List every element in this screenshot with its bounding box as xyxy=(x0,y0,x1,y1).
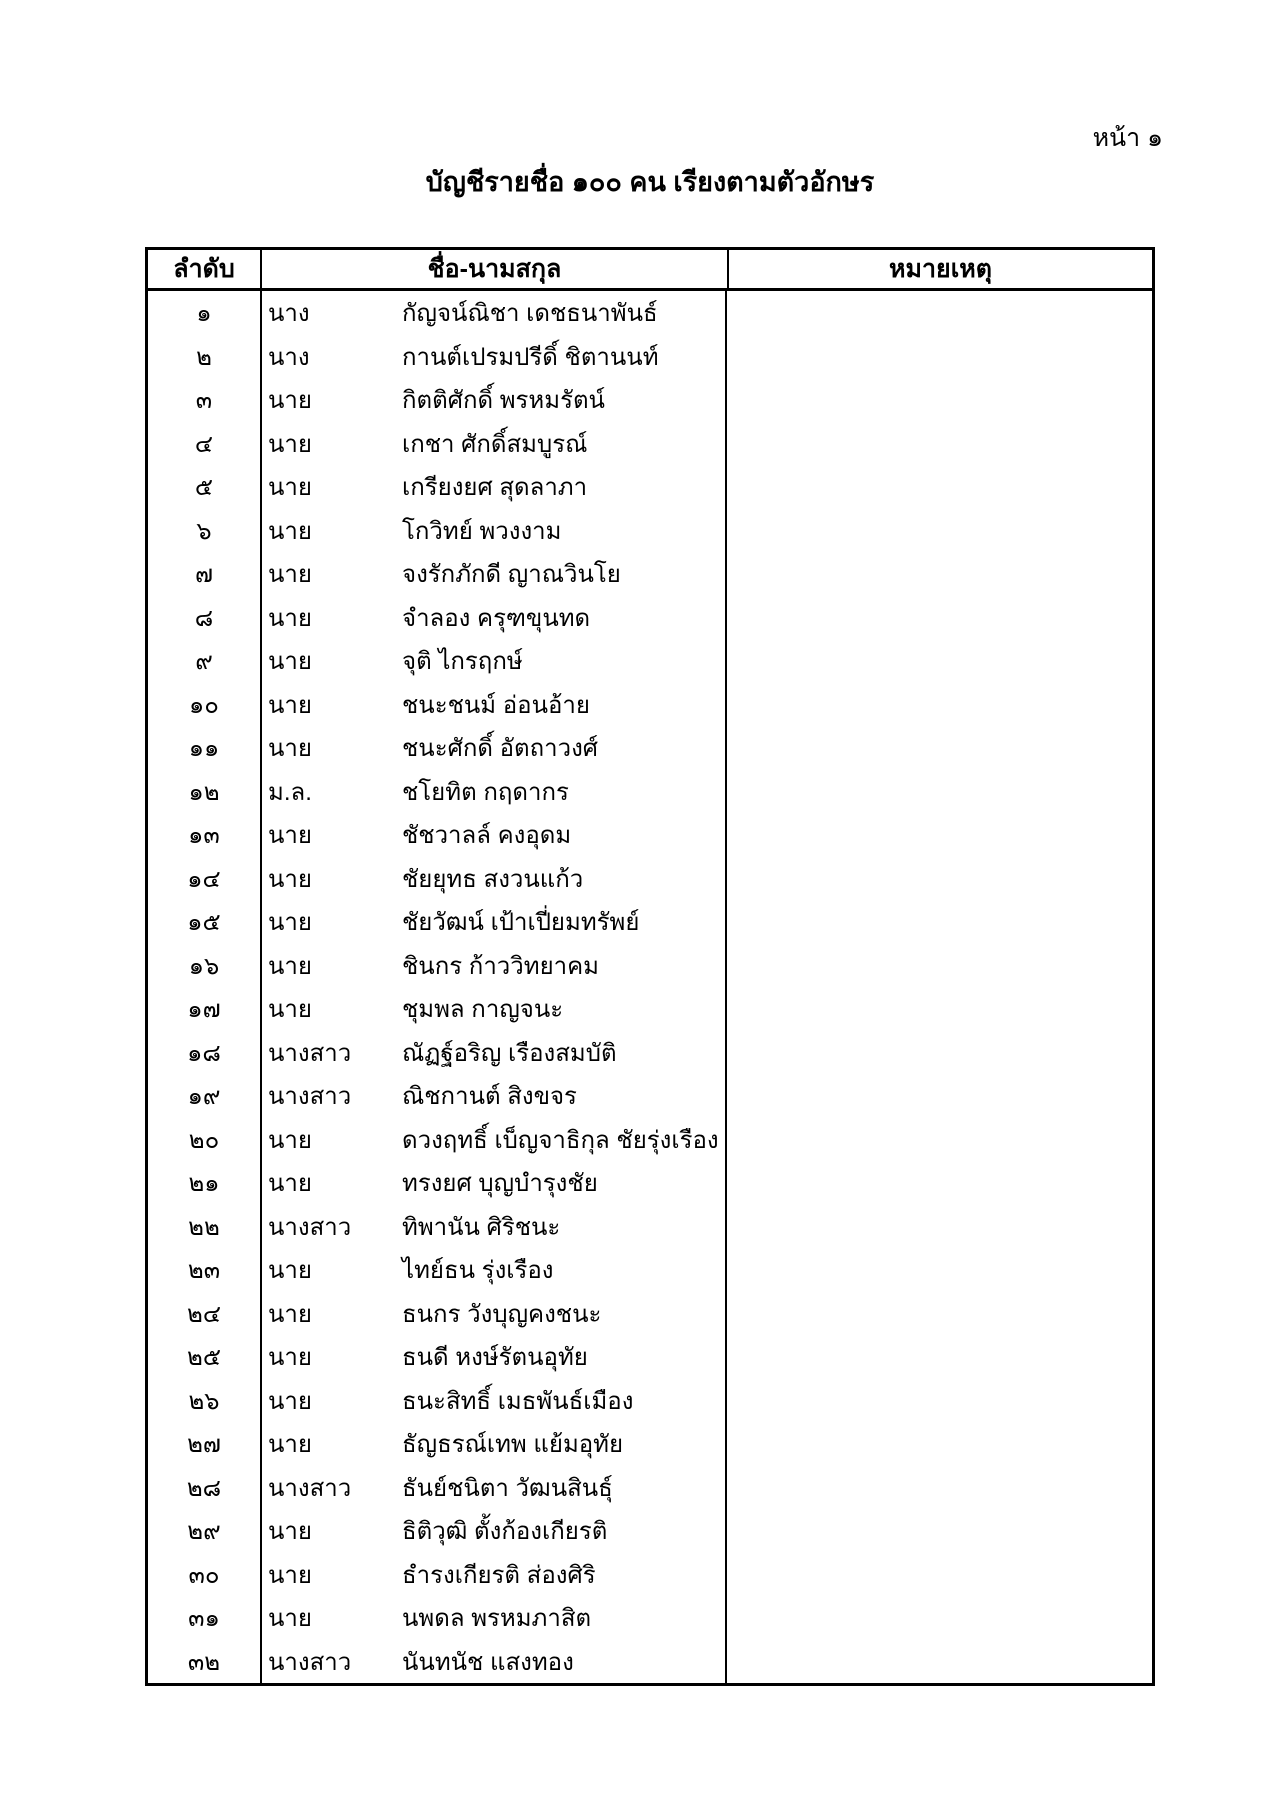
table-row xyxy=(148,770,1152,814)
full-name: ชนะชนม์ อ่อนอ้าย xyxy=(402,691,590,719)
cell-index: ๑๖ xyxy=(148,944,262,988)
table-row xyxy=(148,1553,1152,1597)
cell-index: ๑๑ xyxy=(148,726,262,770)
full-name: ธนดี หงษ์รัตนอุทัย xyxy=(402,1344,588,1372)
table-row xyxy=(148,1248,1152,1292)
full-name: กัญจน์ณิชา เดชธนาพันธ์ xyxy=(402,300,658,328)
cell-name xyxy=(262,1292,727,1336)
table-row xyxy=(148,1205,1152,1249)
full-name: ธนกร วังบุญคงชนะ xyxy=(402,1300,602,1328)
full-name: ชัชวาลล์ คงอุดม xyxy=(402,822,572,850)
cell-remark xyxy=(727,1553,1152,1597)
name-prefix: นาย xyxy=(268,909,312,937)
full-name: ธำรงเกียรติ ส่องศิริ xyxy=(402,1561,596,1589)
table-row xyxy=(148,944,1152,988)
table-row xyxy=(148,509,1152,553)
table-row xyxy=(148,1422,1152,1466)
cell-index: ๓๐ xyxy=(148,1553,262,1597)
cell-remark xyxy=(727,1466,1152,1510)
name-prefix: นาย xyxy=(268,996,312,1024)
name-prefix: นาย xyxy=(268,691,312,719)
cell-remark xyxy=(727,944,1152,988)
cell-name xyxy=(262,335,727,379)
cell-name xyxy=(262,596,727,640)
name-prefix: นาย xyxy=(268,1561,312,1589)
cell-name xyxy=(262,552,727,596)
cell-remark xyxy=(727,1118,1152,1162)
cell-name xyxy=(262,1074,727,1118)
table-row xyxy=(148,1466,1152,1510)
name-prefix: นาย xyxy=(268,1170,312,1198)
cell-remark xyxy=(727,1031,1152,1075)
cell-remark xyxy=(727,291,1152,335)
cell-name xyxy=(262,1161,727,1205)
cell-index: ๒๖ xyxy=(148,1379,262,1423)
cell-remark xyxy=(727,900,1152,944)
cell-name xyxy=(262,857,727,901)
full-name: ทิพานัน ศิริชนะ xyxy=(402,1213,561,1241)
full-name: นพดล พรหมภาสิต xyxy=(402,1605,592,1633)
table-row xyxy=(148,465,1152,509)
cell-remark xyxy=(727,1292,1152,1336)
table-row xyxy=(148,422,1152,466)
full-name: กิตติศักดิ์ พรหมรัตน์ xyxy=(402,387,605,415)
cell-index: ๑๕ xyxy=(148,900,262,944)
name-prefix: ม.ล. xyxy=(268,778,312,806)
cell-index: ๒ xyxy=(148,335,262,379)
cell-index: ๙ xyxy=(148,639,262,683)
cell-remark xyxy=(727,639,1152,683)
cell-name xyxy=(262,1509,727,1553)
full-name: ทรงยศ บุญบำรุงชัย xyxy=(402,1170,598,1198)
full-name: นันทนัช แสงทอง xyxy=(402,1648,574,1676)
cell-index: ๓๑ xyxy=(148,1596,262,1640)
full-name: ชุมพล กาญจนะ xyxy=(402,996,564,1024)
table-row xyxy=(148,639,1152,683)
table-row xyxy=(148,335,1152,379)
document-title: บัญชีรายชื่อ ๑๐๐ คน เรียงตามตัวอักษร xyxy=(425,167,875,197)
cell-remark xyxy=(727,1161,1152,1205)
name-prefix: นาย xyxy=(268,1257,312,1285)
cell-name xyxy=(262,987,727,1031)
cell-name xyxy=(262,1118,727,1162)
table-row xyxy=(148,1596,1152,1640)
cell-index: ๑๓ xyxy=(148,813,262,857)
cell-remark xyxy=(727,1074,1152,1118)
cell-index: ๑๔ xyxy=(148,857,262,901)
cell-name xyxy=(262,726,727,770)
table-row xyxy=(148,987,1152,1031)
cell-name xyxy=(262,422,727,466)
table-row xyxy=(148,1509,1152,1553)
cell-index: ๗ xyxy=(148,552,262,596)
cell-remark xyxy=(727,770,1152,814)
cell-name xyxy=(262,639,727,683)
column-header-name: ชื่อ-นามสกุล xyxy=(427,255,562,283)
name-prefix: นางสาว xyxy=(268,1039,352,1067)
name-prefix: นาย xyxy=(268,1605,312,1633)
cell-remark xyxy=(727,1379,1152,1423)
cell-remark xyxy=(727,552,1152,596)
cell-name xyxy=(262,944,727,988)
name-prefix: นาย xyxy=(268,1300,312,1328)
full-name: โกวิทย์ พวงงาม xyxy=(402,517,562,545)
cell-index: ๒๔ xyxy=(148,1292,262,1336)
cell-index: ๑๘ xyxy=(148,1031,262,1075)
table-header-row xyxy=(148,250,1152,291)
full-name: ณัฏฐ์อริญ เรืองสมบัติ xyxy=(402,1039,617,1067)
full-name: ณิชกานต์ สิงขจร xyxy=(402,1083,577,1111)
table-row xyxy=(148,552,1152,596)
cell-index: ๒๒ xyxy=(148,1205,262,1249)
name-prefix: นาย xyxy=(268,430,312,458)
cell-remark xyxy=(727,1596,1152,1640)
cell-name xyxy=(262,1031,727,1075)
name-prefix: นางสาว xyxy=(268,1083,352,1111)
full-name: ชัยยุทธ สงวนแก้ว xyxy=(402,865,584,893)
full-name: จำลอง ครุฑขุนทด xyxy=(402,604,591,632)
cell-remark xyxy=(727,857,1152,901)
table-row xyxy=(148,1379,1152,1423)
cell-remark xyxy=(727,509,1152,553)
name-prefix: นาย xyxy=(268,735,312,763)
cell-name xyxy=(262,291,727,335)
full-name: ธันย์ชนิตา วัฒนสินธุ์ xyxy=(402,1474,613,1502)
cell-index: ๒๕ xyxy=(148,1335,262,1379)
name-prefix: นาย xyxy=(268,865,312,893)
table-body xyxy=(148,291,1152,1683)
name-prefix: นาง xyxy=(268,343,310,371)
cell-name xyxy=(262,683,727,727)
name-prefix: นาย xyxy=(268,1126,312,1154)
name-prefix: นาย xyxy=(268,604,312,632)
table-row xyxy=(148,813,1152,857)
full-name: ชนะศักดิ์ อัตถาวงศ์ xyxy=(402,735,599,763)
name-prefix: นางสาว xyxy=(268,1648,352,1676)
cell-index: ๒๗ xyxy=(148,1422,262,1466)
cell-name xyxy=(262,1248,727,1292)
name-prefix: นาง xyxy=(268,300,310,328)
cell-name xyxy=(262,465,727,509)
cell-name xyxy=(262,1379,727,1423)
table-row xyxy=(148,1118,1152,1162)
name-prefix: นาย xyxy=(268,1387,312,1415)
cell-index: ๘ xyxy=(148,596,262,640)
table-row xyxy=(148,1074,1152,1118)
cell-remark xyxy=(727,1422,1152,1466)
full-name: ดวงฤทธิ์ เบ็ญจาธิกุล ชัยรุ่งเรือง xyxy=(402,1126,719,1154)
cell-name xyxy=(262,1596,727,1640)
name-prefix: นาย xyxy=(268,387,312,415)
full-name: จุติ ไกรฤกษ์ xyxy=(402,648,523,676)
full-name: ไทย์ธน รุ่งเรือง xyxy=(402,1257,554,1285)
page-number: หน้า ๑ xyxy=(1092,124,1163,152)
name-prefix: นางสาว xyxy=(268,1213,352,1241)
full-name: ธิติวุฒิ ตั้งก้องเกียรติ xyxy=(402,1518,608,1546)
name-prefix: นาย xyxy=(268,648,312,676)
cell-index: ๒๐ xyxy=(148,1118,262,1162)
cell-name xyxy=(262,1466,727,1510)
cell-remark xyxy=(727,335,1152,379)
name-prefix: นาย xyxy=(268,1518,312,1546)
name-prefix: นาย xyxy=(268,517,312,545)
full-name: ชโยทิต กฤดากร xyxy=(402,778,569,806)
cell-remark xyxy=(727,1248,1152,1292)
cell-index: ๑๗ xyxy=(148,987,262,1031)
cell-index: ๕ xyxy=(148,465,262,509)
table-row xyxy=(148,857,1152,901)
table-row xyxy=(148,1161,1152,1205)
cell-remark xyxy=(727,1205,1152,1249)
cell-name xyxy=(262,813,727,857)
name-prefix: นาย xyxy=(268,474,312,502)
full-name: เกรียงยศ สุดลาภา xyxy=(402,474,588,502)
cell-name xyxy=(262,1553,727,1597)
table-row xyxy=(148,726,1152,770)
table-row xyxy=(148,900,1152,944)
cell-name xyxy=(262,378,727,422)
full-name: ชัยวัฒน์ เป้าเปี่ยมทรัพย์ xyxy=(402,909,640,937)
cell-index: ๒๙ xyxy=(148,1509,262,1553)
name-prefix: นางสาว xyxy=(268,1474,352,1502)
table-row xyxy=(148,1031,1152,1075)
full-name: จงรักภักดี ญาณวินโย xyxy=(402,561,621,589)
table-row xyxy=(148,596,1152,640)
table-row xyxy=(148,378,1152,422)
cell-remark xyxy=(727,813,1152,857)
full-name: ชินกร ก้าววิทยาคม xyxy=(402,952,599,980)
cell-remark xyxy=(727,378,1152,422)
cell-index: ๒๘ xyxy=(148,1466,262,1510)
cell-name xyxy=(262,1640,727,1684)
cell-index: ๓๒ xyxy=(148,1640,262,1684)
column-header-index: ลำดับ xyxy=(148,250,262,288)
full-name: กานต์เปรมปรีดิ์ ชิตานนท์ xyxy=(402,343,659,371)
cell-index: ๑ xyxy=(148,291,262,335)
cell-remark xyxy=(727,596,1152,640)
cell-index: ๑๐ xyxy=(148,683,262,727)
cell-name xyxy=(262,900,727,944)
cell-remark xyxy=(727,987,1152,1031)
name-prefix: นาย xyxy=(268,822,312,850)
cell-index: ๓ xyxy=(148,378,262,422)
cell-name xyxy=(262,1205,727,1249)
cell-name xyxy=(262,1422,727,1466)
cell-remark xyxy=(727,1640,1152,1684)
name-prefix: นาย xyxy=(268,1344,312,1372)
full-name: เกชา ศักดิ์สมบูรณ์ xyxy=(402,430,588,458)
table-row xyxy=(148,1640,1152,1684)
table-row xyxy=(148,1292,1152,1336)
name-prefix: นาย xyxy=(268,561,312,589)
cell-index: ๑๙ xyxy=(148,1074,262,1118)
table-row xyxy=(148,291,1152,335)
cell-name xyxy=(262,509,727,553)
full-name: ธนะสิทธิ์ เมธพันธ์เมือง xyxy=(402,1387,634,1415)
cell-remark xyxy=(727,683,1152,727)
cell-remark xyxy=(727,1335,1152,1379)
cell-remark xyxy=(727,465,1152,509)
cell-index: ๖ xyxy=(148,509,262,553)
name-prefix: นาย xyxy=(268,952,312,980)
column-header-remark: หมายเหตุ xyxy=(727,250,1152,288)
cell-remark xyxy=(727,1509,1152,1553)
full-name: ธัญธรณ์เทพ แย้มอุทัย xyxy=(402,1431,624,1459)
name-prefix: นาย xyxy=(268,1431,312,1459)
cell-remark xyxy=(727,726,1152,770)
cell-name xyxy=(262,1335,727,1379)
cell-index: ๒๓ xyxy=(148,1248,262,1292)
cell-remark xyxy=(727,422,1152,466)
cell-index: ๒๑ xyxy=(148,1161,262,1205)
name-list-table xyxy=(145,247,1155,1686)
table-row xyxy=(148,1335,1152,1379)
cell-index: ๑๒ xyxy=(148,770,262,814)
cell-index: ๔ xyxy=(148,422,262,466)
cell-name xyxy=(262,770,727,814)
table-row xyxy=(148,683,1152,727)
